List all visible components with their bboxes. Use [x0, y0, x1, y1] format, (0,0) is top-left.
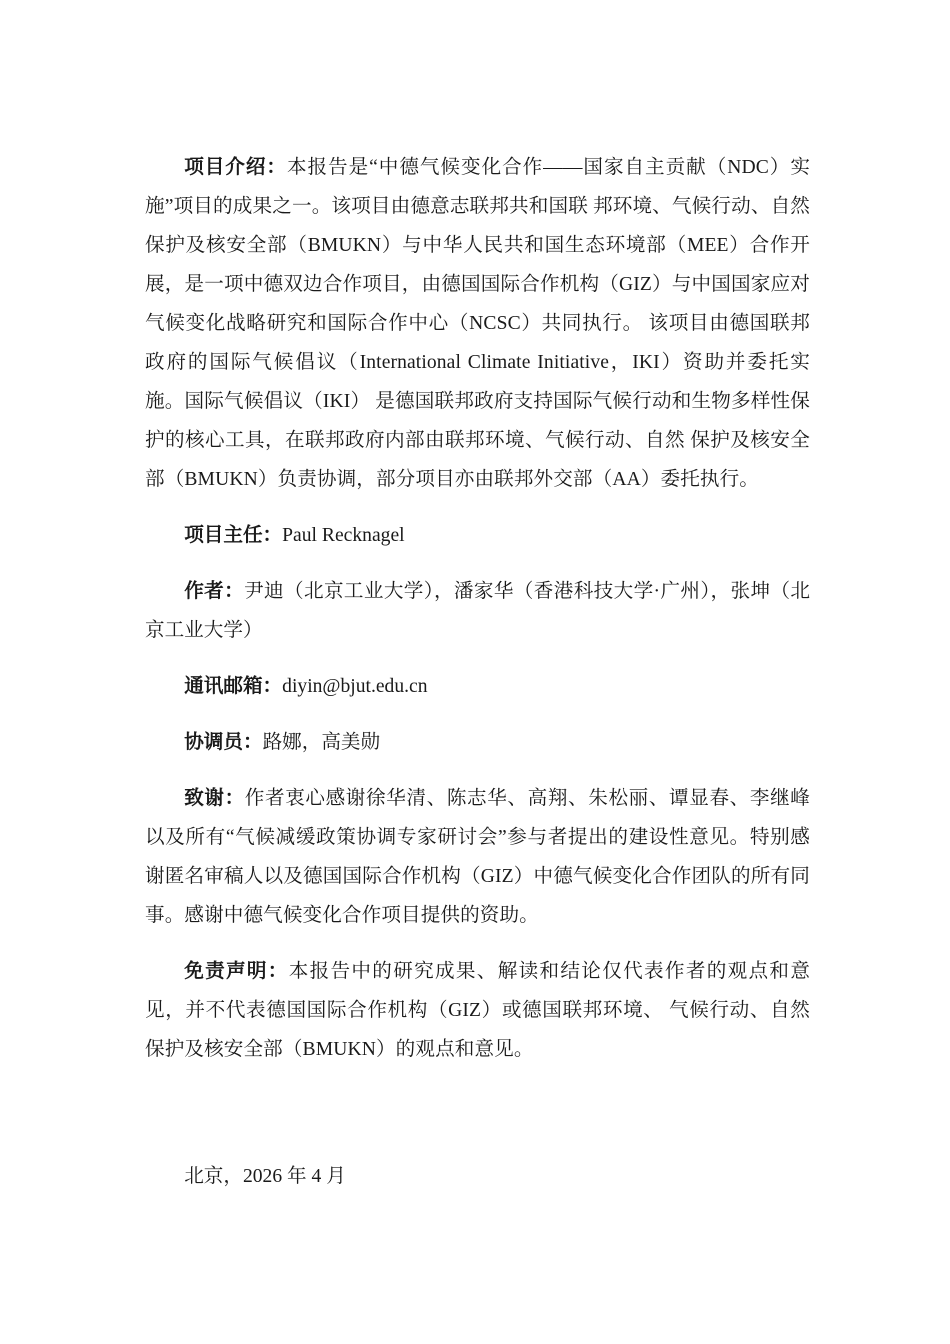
document-body [145, 148, 810, 1196]
authors-label: 作者： [184, 581, 245, 602]
project-director-name: Paul Recknagel [282, 525, 405, 546]
project-introduction-paragraph [145, 148, 810, 499]
project-director-label: 项目主任： [184, 525, 283, 546]
coordinators-label: 协调员： [184, 732, 263, 753]
authors-line [145, 572, 810, 650]
disclaimer-text: 本报告中的研究成果、解读和结论仅代表作者的观点和意见，并不代表德国国际合作机构（GIZ）或德国联邦环境、 气候行动、自然保护及核安全部（BMUKN）的观点和意见。 [145, 961, 811, 1060]
contact-email-label: 通讯邮箱： [184, 676, 283, 697]
project-introduction-text: 本报告是“中德气候变化合作——国家自主贡献（NDC）实施”项目的成果之一。该项目由德意志联邦共和国联 邦环境、气候行动、自然保护及核安全部（BMUKN）与中华人民共和国生态环境部（MEE）合作开展，是一项中德双边合作项目，由德国国际合作机构（GIZ）与中国国家应对气候变化战略研究和国际合作中心（NCSC）共同执行。 该项目由德国联邦政府的国际气候倡议（International Climate Initiative，IKI）资助并委托实施。国际气候倡议（IKI） 是德国联邦政府支持国际气候行动和生物多样性保护的核心工具，在联邦政府内部由联邦环境、气候行动、自然 保护及核安全部（BMUKN）负责协调，部分项目亦由联邦外交部（AA）委托执行。 [145, 157, 811, 490]
imprint-line: 北京，2026 年 4 月 [184, 1166, 346, 1187]
contact-email-value[interactable]: diyin@bjut.edu.cn [282, 676, 428, 697]
coordinators-value: 路娜，高美勋 [262, 732, 381, 753]
acknowledgements-text: 作者衷心感谢徐华清、陈志华、高翔、朱松丽、谭显春、李继峰以及所有“气候减缓政策协调专家研讨会”参与者提出的建设性意见。特别感谢匿名审稿人以及德国国际合作机构（GIZ）中德气候变化合作团队的所有同事。感谢中德气候变化合作项目提供的资助。 [145, 788, 810, 926]
authors-value: 尹迪（北京工业大学），潘家华（香港科技大学·广州），张坤（北京工业大学） [145, 581, 810, 641]
acknowledgements-label: 致谢： [184, 788, 245, 809]
disclaimer-label: 免责声明： [184, 961, 289, 982]
disclaimer-paragraph [145, 952, 810, 1069]
contact-email-line [145, 667, 810, 706]
project-director-line [145, 516, 810, 555]
acknowledgements-paragraph [145, 779, 810, 935]
coordinators-line [145, 723, 810, 762]
project-introduction-label: 项目介绍： [184, 157, 287, 178]
